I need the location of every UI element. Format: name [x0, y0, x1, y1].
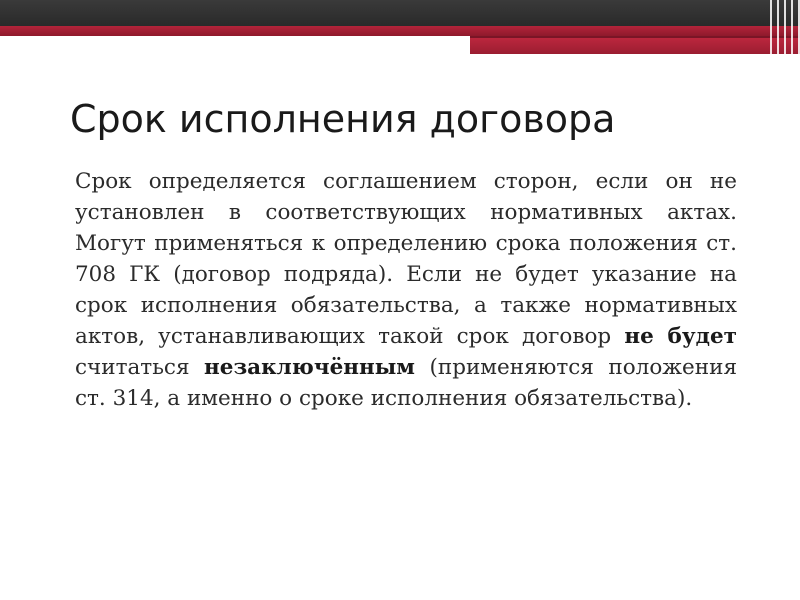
header-stripes-decoration: [770, 0, 800, 54]
slide-title: Срок исполнения договора: [70, 97, 616, 141]
body-text-bold-1: не будет: [624, 324, 737, 349]
header-red-bar: [0, 26, 800, 36]
stripe: [777, 0, 779, 54]
body-text-part-2: считаться: [75, 355, 205, 380]
body-text-part-3: (применяются положения ст. 314, а именно о сроке исполнения обязательства).: [75, 355, 738, 411]
stripe: [784, 0, 786, 54]
header-red-accent-shade: [470, 36, 800, 38]
slide-body-text: [75, 166, 737, 414]
header-red-accent-bar: [470, 36, 800, 54]
header-dark-bar: [0, 0, 800, 26]
body-text-bold-2: незаключённым: [204, 355, 415, 380]
stripe: [791, 0, 793, 54]
stripe: [770, 0, 772, 54]
body-text-part-1: Срок определяется соглашением сторон, если он не установлен в соответствующих нормативных актах. Могут применяться к определению срока положения ст. 708 ГК (договор подряда). Если не будет указание на срок исполнения обязательства, а также нормативных актов, устанавливающих такой срок договор: [75, 169, 737, 349]
